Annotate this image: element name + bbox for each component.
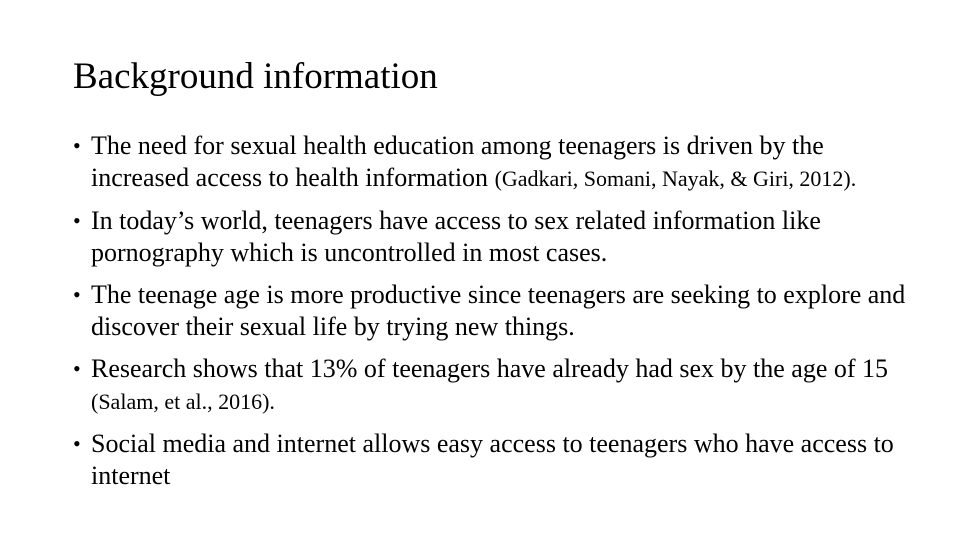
citation: (Salam, et al., 2016) — [91, 389, 270, 414]
bullet-icon: • — [73, 356, 81, 381]
bullet-text: Research shows that 13% of teenagers have already had sex by the age of 15 — [91, 354, 889, 383]
bullet-icon: • — [73, 208, 81, 233]
bullet-text: The teenage age is more productive since teenagers are seeking to explore and discover their sexual life by trying new things. — [91, 280, 906, 341]
bullet-text: Social media and internet allows easy access to teenagers who have access to internet — [91, 429, 894, 490]
bullet-item — [73, 353, 913, 418]
bullet-icon: • — [73, 133, 81, 158]
bullet-item — [73, 205, 913, 269]
bullet-item — [73, 428, 913, 492]
slide-title: Background information — [73, 56, 438, 97]
bullet-text: The need for sexual health education among teenagers is driven by the increased access to health information — [91, 131, 824, 192]
bullet-icon: • — [73, 431, 81, 456]
bullet-item — [73, 130, 913, 195]
bullet-icon: • — [73, 282, 81, 307]
bullet-item — [73, 279, 913, 343]
citation: (Gadkari, Somani, Nayak, & Giri, 2012) — [494, 166, 851, 191]
citation-tail: . — [269, 389, 275, 414]
bullet-text: In today’s world, teenagers have access to sex related information like pornography which is uncontrolled in most cases. — [91, 206, 821, 267]
bullet-list — [73, 130, 913, 502]
citation-tail: . — [850, 166, 857, 191]
